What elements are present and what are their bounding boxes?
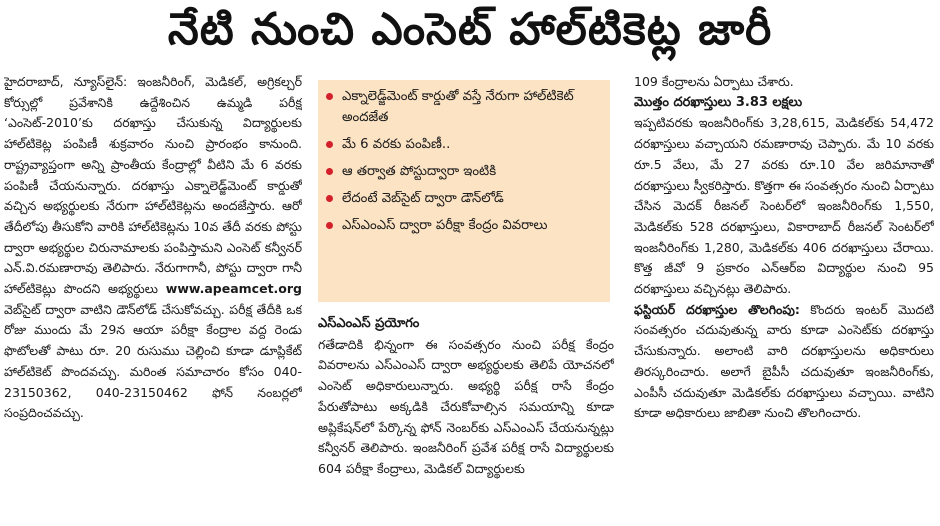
bullet-icon [326,93,333,100]
bullet-icon [326,195,333,202]
highlight-item [324,161,602,182]
article-text: వెబ్‌సైట్ ద్వారా వాటిని డౌన్‌లోడ్ చేసుకోవచ్చు. పరీక్ష తేదీకి ఒక రోజు ముందు మే 29న ఆయా పరీక్షా కేంద్రాల వద్ద రెండు ఫొటోలతో పాటు రూ. 20 రుసుము చెల్లించి కూడా డూప్లికేట్ హాల్‌టికెట్ పొందవచ్చు. మరింత సమాచారం కోసం 040-23150362, 040-23150462 ఫోన్ నంబర్లలో సంప్రదించవచ్చు. [4,301,302,421]
article-paragraph [4,72,302,424]
bullet-icon [326,222,333,229]
highlight-item [324,188,602,209]
subheading-sms: ఎస్ఎంఎస్ ప్రయోగం [318,316,420,331]
highlight-text: ఎక్నాలెడ్జ్‌మెంట్ కార్డుతో వస్తే నేరుగా హాల్‌టికెట్ అందజేత [342,89,574,125]
website-link[interactable]: www.apeamcet.org [165,281,302,297]
highlight-text: ఆ తర్వాత పోస్టుద్వారా ఇంటికి [342,164,497,179]
article-text: 109 కేంద్రాలను ఏర్పాటు చేశారు. [634,74,794,89]
subheading-total-applications: మొత్తం దరఖాస్తులు 3.83 లక్షలు [634,94,803,110]
highlight-text: ఎస్ఎంఎస్ ద్వారా పరీక్షా కేంద్రం వివరాలు [342,218,548,233]
highlight-text: లేదంటే వెబ్‌సైట్ ద్వారా డౌన్‌లోడ్ [342,191,504,206]
highlight-item [324,86,602,128]
bullet-icon [326,141,333,148]
article-column-right [634,72,934,524]
article-text: హైదరాబాద్, న్యూస్‌లైన్: ఇంజనీరింగ్, మెడికల్, అగ్రికల్చర్ కోర్సుల్లో ప్రవేశానికి ఉద్దేశించిన ఉమ్మడి పరీక్ష ‘ఎంసెట్-2010’కు దరఖాస్తు చేసుకున్న విద్యార్థులకు హాల్‌టికెట్ల పంపిణీ శుక్రవారం నుంచి ప్రారంభం కానుంది. రాష్ట్రవ్యాప్తంగా అన్ని ప్రాంతీయ కేంద్రాల్లో వీటిని మే 6 వరకు పంపిణీ చేయనున్నారు. దరఖాస్తు ఎక్నాలెడ్జ్‌మెంట్ కార్డుతో వచ్చిన అభ్యర్థులకు నేరుగా హాల్‌టికెట్లను అందజేస్తారు. ఆరో తేదీలోపు తీసుకోని వారికి హాల్‌టికెట్లను 10వ తేదీ వరకు పోస్టు ద్వారా అభ్యర్థుల చిరునామాలకు పంపిస్తామని ఎంసెట్ కన్వీనర్ ఎన్.వి.రమణారావు తెలిపారు. నేరుగాగానీ, పోస్టు ద్వారా గానీ హాల్‌టికెట్లు పొందని అభ్యర్థులు [4,74,302,297]
article-paragraph: ఇప్పటివరకు ఇంజనీరింగ్‌కు 3,28,615, మెడికల్‌కు 54,472 దరఖాస్తులు వచ్చాయని రమణారావు చెప్పారు. మే 10 వరకు రూ.5 వేలు, మే 27 వరకు రూ.10 వేల జరిమానాతో దరఖాస్తులు స్వీకరిస్తారు. కొత్తగా ఈ సంవత్సరం నుంచి ఏర్పాటు చేసిన మెదక్ రీజనల్ సెంటర్‌లో ఇంజనీరింగ్‌కు 1,550, మెడికల్‌కు 528 దరఖాస్తులు, వికారాబాద్ రీజనల్ సెంటర్‌లో ఇంజనీరింగ్‌కు 1,280, మెడికల్‌కు 406 దరఖాస్తులు చేరాయి. కొత్త జీవో 9 ప్రకారం ఎన్ఆర్ఐ విద్యార్థుల నుంచి 95 దరఖాస్తులు వచ్చినట్లు తెలిపారు. [634,115,934,297]
bullet-icon [326,168,333,175]
highlight-item [324,134,602,155]
article-column-middle [318,314,614,524]
article-column-left [4,72,302,524]
highlights-box [318,80,610,302]
subheading-first-year: ఫస్టియర్ దరఖాస్తుల తొలగింపు: [634,301,800,317]
highlight-text: మే 6 వరకు పంపిణీ.. [342,137,451,152]
highlight-item [324,215,602,236]
headline: నేటి నుంచి ఎంసెట్ హాల్‌టికెట్ల జారీ [167,4,773,55]
article-text: కొందరు ఇంటర్ మొదటి సంవత్సరం చదువుతున్న వారు కూడా ఎంసెట్‌కు దరఖాస్తు చేసుకున్నారు. అలాంటి వారి దరఖాస్తులను అధికారులు తిరస్కరించారు. అలాగే బైపీసీ చదువుతూ ఇంజనీరింగ్‌కు, ఎంపీసీ చదువుతూ మెడికల్‌కు దరఖాస్తులు వచ్చాయి. వాటిని కూడా అధికారులు జాబితా నుంచి తొలగించారు. [634,301,934,421]
article-paragraph: గతేడాదికి భిన్నంగా ఈ సంవత్సరం నుంచి పరీక్ష కేంద్రం వివరాలను ఎస్ఎంఎస్ ద్వారా అభ్యర్థులకు తెలిపే యోచనలో ఎంసెట్ అధికారులున్నారు. అభ్యర్థి పరీక్ష రాసే కేంద్రం పేరుతోపాటు అక్కడికి చేరుకోవాల్సిన సమయాన్ని కూడా అప్లికేషన్‌లో పేర్కొన్న ఫోన్ నెంబర్‌కు ఎస్ఎంఎస్ చేయనున్నట్లు కన్వీనర్ తెలిపారు. ఇంజనీరింగ్ ప్రవేశ పరీక్ష రాసే విద్యార్థులకు 604 పరీక్షా కేంద్రాలు, మెడికల్ విద్యార్థులకు [318,336,614,476]
article-paragraph [634,300,934,424]
